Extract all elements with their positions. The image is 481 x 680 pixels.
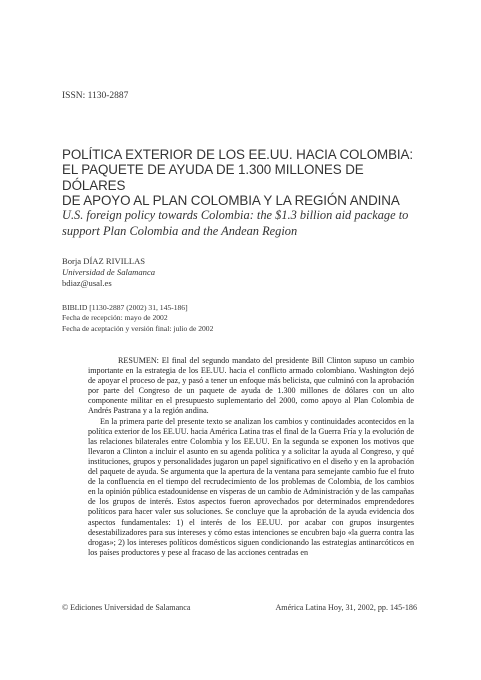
issn-label: ISSN: 1130-2887 xyxy=(62,91,129,101)
received-date: Fecha de recepción: mayo de 2002 xyxy=(62,313,168,323)
author-email: bdiaz@usal.es xyxy=(62,278,112,288)
abstract xyxy=(88,356,414,558)
title-line: POLÍTICA EXTERIOR DE LOS EE.UU. HACIA COLOMBIA: xyxy=(62,147,413,162)
author-name: Borja DÍAZ RIVILLAS xyxy=(62,256,146,266)
author-affiliation: Universidad de Salamanca xyxy=(62,267,156,277)
english-title-line: support Plan Colombia and the Andean Region xyxy=(62,223,298,238)
english-title-line: U.S. foreign policy towards Colombia: the $1.3 billion aid package to xyxy=(62,208,409,222)
title-line: DE APOYO AL PLAN COLOMBIA Y LA REGIÓN ANDINA xyxy=(62,192,400,208)
biblid-ref: BIBLID [1130-2887 (2002) 31, 145-186] xyxy=(62,303,188,312)
abstract-paragraph: En la primera parte del presente texto se analizan los cambios y continuidades acontecidos en la política exterior de los EE.UU. hacia América Latina tras el final de la Guerra Fría y la evolución de las relaciones bilaterales entre Colombia y los EE.UU. En la segunda se exponen los motivos que llevaron a Clinton a incluir el asunto en su agenda política y a solicitar la ayuda al Congreso, y qué instituciones, grupos y personalidades jugaron un papel significativo en el diseño y en la aprobación del paquete de ayuda. Se argumenta que la apertura de la ventana para semejante cambio fue el fruto de la confluencia en el tiempo del recrudecimiento de los problemas de Colombia, de los cambios en la opinión pública estadounidense en vísperas de un cambio de Administración y de las campañas de los grupos de interés. Estos aspectos fueron aprovechados por determinados emprendedores políticos para hacer valer sus soluciones. Se concluye que la aprobación de la ayuda evidencia dos aspectos fundamentales: 1) el interés de los EE.UU. por acabar con grupos insurgentes desestabilizadores para sus intereses y cómo estas intenciones se encubren bajo «la guerra contra las drogas»; 2) los intereses políticos domésticos siguen condicionando las estrategias antinarcóticos en los países productores y pese al fracaso de las acciones centradas en xyxy=(88,416,414,557)
footer-copyright: © Ediciones Universidad de Salamanca xyxy=(62,603,191,612)
english-title xyxy=(62,208,422,239)
bibliographic-info xyxy=(62,303,213,334)
accepted-date: Fecha de aceptación y versión final: julio de 2002 xyxy=(62,323,214,333)
title-line: EL PAQUETE DE AYUDA DE 1.300 MILLONES DE DÓLARES xyxy=(62,162,364,193)
abstract-paragraph: RESUMEN: El final del segundo mandato del presidente Bill Clinton supuso un cambio importante en la estrategia de los EE.UU. hacia el conflicto armado colombiano. Washington dejó de apoyar el proceso de paz, y pasó a tener un enfoque más belicista, que culminó con la aprobación por parte del Congreso de un paquete de ayuda de 1.300 millones de dólares con un alto componente militar en el presupuesto suplementario del 2000, como apoyo al Plan Colombia de Andrés Pastrana y a la región andina. xyxy=(88,356,414,416)
article-title xyxy=(62,147,422,208)
footer-citation: América Latina Hoy, 31, 2002, pp. 145-186 xyxy=(275,603,417,612)
author-block xyxy=(62,256,155,289)
